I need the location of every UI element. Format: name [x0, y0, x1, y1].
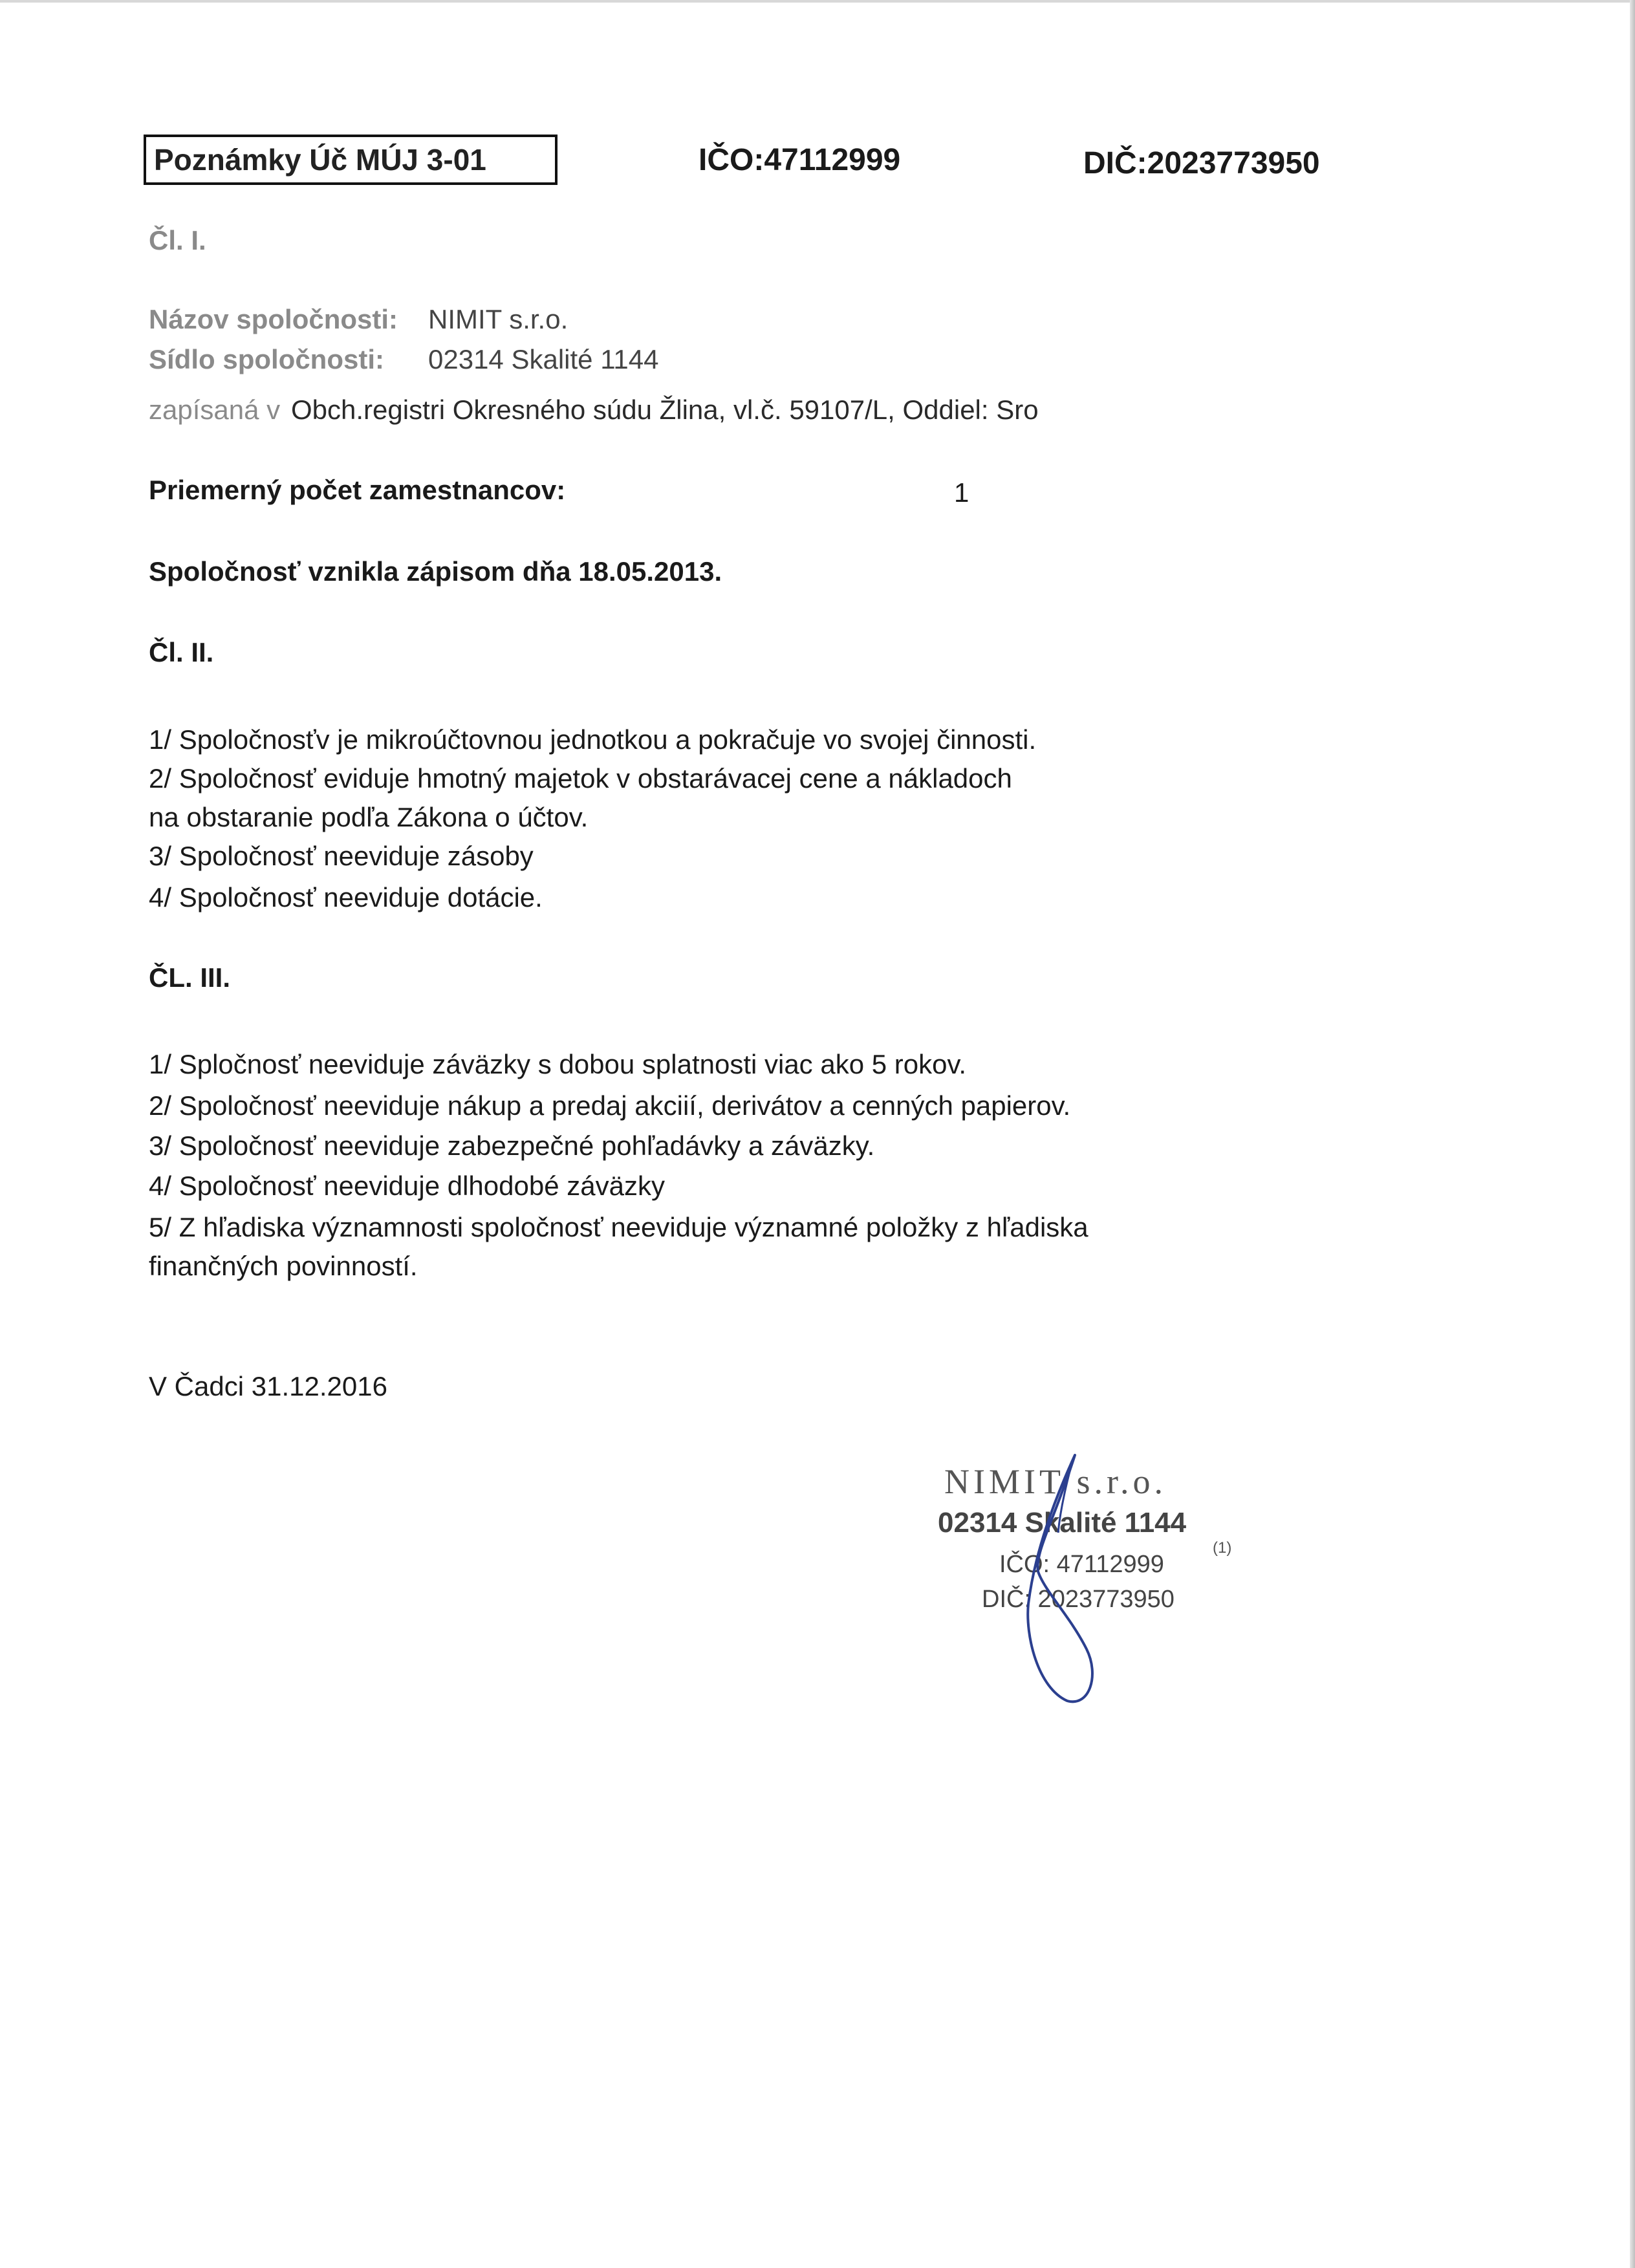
section2-item: 4/ Spoločnosť neeviduje dotácie. — [149, 882, 543, 913]
company-seat-label: Sídlo spoločnosti: — [149, 344, 384, 374]
scan-edge-right — [1630, 0, 1635, 2268]
founded-date: Spoločnosť vznikla zápisom dňa 18.05.2013. — [149, 556, 722, 587]
section2-item: na obstaranie podľa Zákona o účtov. — [149, 802, 589, 832]
section2-item: 2/ Spoločnosť eviduje hmotný majetok v obstarávacej cene a nákladoch — [149, 763, 1012, 794]
section2-item: 1/ Spoločnosťv je mikroúčtovnou jednotkou a pokračuje vo svojej činnosti. — [149, 724, 1037, 755]
section3-item: 4/ Spoločnosť neeviduje dlhodobé záväzky — [149, 1171, 665, 1201]
stamp-address: 02314 Skalité 1144 — [938, 1507, 1187, 1539]
section1-heading: Čl. I. — [149, 225, 206, 255]
document-title: Poznámky Úč MÚJ 3-01 — [144, 135, 558, 185]
section3-item: 3/ Spoločnosť neeviduje zabezpečné pohľadávky a záväzky. — [149, 1130, 875, 1161]
scan-edge-top — [0, 0, 1635, 3]
registry-info: Obch.registri Okresného súdu Žlina, vl.č. 59107/L, Oddiel: Sro — [291, 394, 1039, 425]
stamp-company-name: NIMIT s.r.o. — [944, 1462, 1167, 1501]
dic-number: DIČ:2023773950 — [1083, 146, 1320, 180]
employees-value: 1 — [954, 477, 969, 508]
section2-heading: Čl. II. — [149, 637, 214, 667]
section3-item: finančných povinností. — [149, 1251, 418, 1281]
section3-item: 5/ Z hľadiska významnosti spoločnosť neeviduje významné položky z hľadiska — [149, 1212, 1088, 1242]
stamp-mark: (1) — [1213, 1539, 1232, 1557]
company-seat-value: 02314 Skalité 1144 — [428, 344, 659, 374]
company-name-value: NIMIT s.r.o. — [428, 304, 568, 334]
registry-prefix: zapísaná v — [149, 394, 281, 425]
section2-item: 3/ Spoločnosť neeviduje zásoby — [149, 841, 534, 871]
signature-icon — [905, 1442, 1268, 1714]
stamp-ico: IČO: 47112999 — [999, 1551, 1164, 1578]
company-name-label: Názov spoločnosti: — [149, 304, 398, 334]
section3-heading: ČL. III. — [149, 962, 230, 993]
place-and-date: V Čadci 31.12.2016 — [149, 1371, 387, 1401]
stamp-dic: DIČ: 2023773950 — [982, 1586, 1175, 1613]
section3-item: 1/ Spločnosť neeviduje záväzky s dobou splatnosti viac ako 5 rokov. — [149, 1049, 967, 1079]
section3-item: 2/ Spoločnosť neeviduje nákup a predaj akciií, derivátov a cenných papierov. — [149, 1090, 1071, 1121]
company-stamp — [905, 1442, 1268, 1714]
ico-number: IČO:47112999 — [698, 143, 901, 177]
employees-label: Priemerný počet zamestnancov: — [149, 475, 566, 505]
